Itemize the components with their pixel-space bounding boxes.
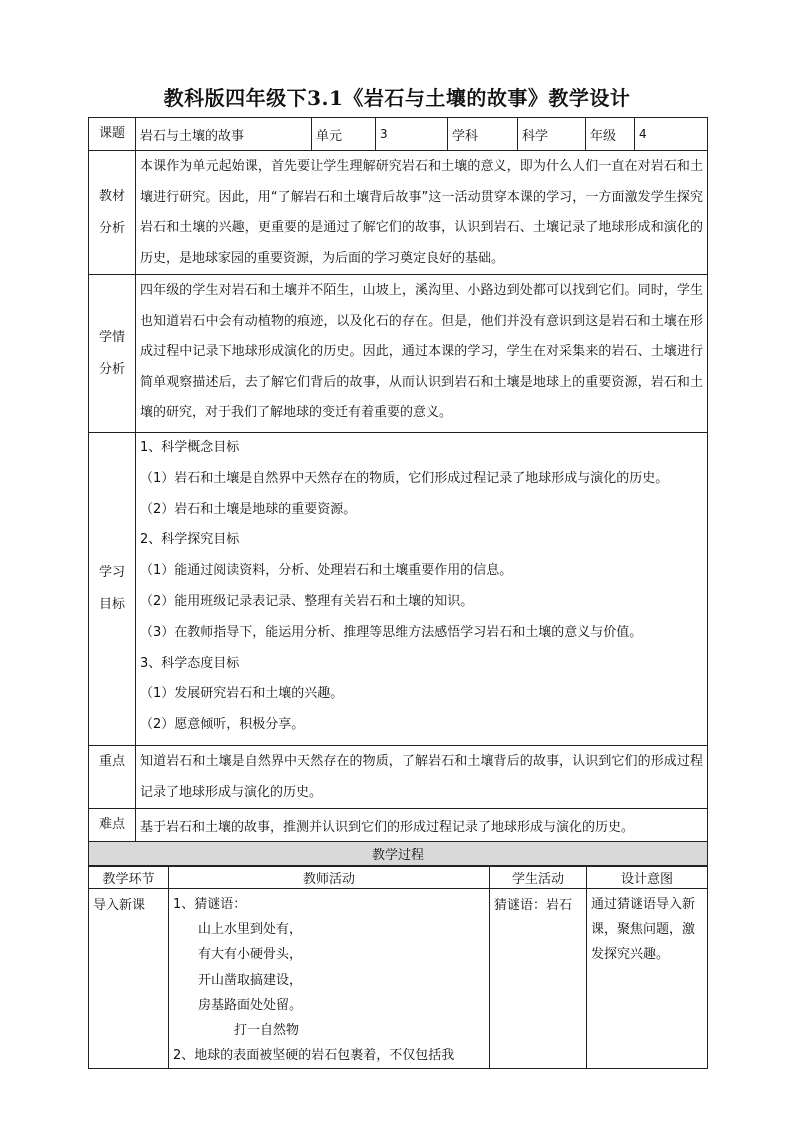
student-analysis-label: 学情 分析: [89, 275, 136, 433]
unit-value: 3: [376, 118, 448, 151]
header-row: [89, 118, 708, 151]
student-activity: 猜谜语：岩石: [490, 889, 587, 1069]
column-header-student: 学生活动: [490, 867, 587, 889]
process-heading: 教学过程: [89, 842, 708, 866]
objective-line: （2）能用班级记录表记录、整理有关岩石和土壤的知识。: [140, 593, 474, 609]
process-row-intro: [89, 889, 708, 1069]
column-header-teacher: 教师活动: [169, 867, 490, 889]
lesson-plan-table: [88, 117, 708, 866]
process-heading-row: [89, 842, 708, 866]
objective-line: （3）在教师指导下，能运用分析、推理等思维方法感悟学习岩石和土壤的意义与价值。: [140, 624, 643, 640]
riddle-line: 有大有小硬骨头，: [198, 947, 303, 963]
objectives-row: [89, 433, 708, 746]
riddle-line: 开山凿取搞建设，: [198, 972, 303, 988]
grade-value: 4: [635, 118, 708, 151]
difficulty-row: [89, 809, 708, 842]
textbook-analysis-label: 教材 分析: [89, 151, 136, 275]
teacher-line: 2、地球的表面被坚硬的岩石包裹着，不仅包括我: [173, 1048, 455, 1064]
key-point-label: 重点: [89, 746, 136, 809]
subject-value: 科学: [518, 118, 586, 151]
objective-line: （1）岩石和土壤是自然界中天然存在的物质，它们形成过程记录了地球形成与演化的历史。: [140, 470, 669, 486]
document-title: 教科版四年级下3.1《岩石与土壤的故事》教学设计: [163, 86, 631, 110]
objective-line: （2）岩石和土壤是地球的重要资源。: [140, 501, 357, 517]
difficulty-label: 难点: [89, 809, 136, 842]
key-point-text: 知道岩石和土壤是自然界中天然存在的物质，了解岩石和土壤背后的故事，认识到它们的形成过程记录了地球形成与演化的历史。: [136, 746, 708, 809]
objective-line: 1、科学概念目标: [140, 440, 240, 455]
stage-name: 导入新课: [89, 889, 169, 1069]
textbook-analysis-text: 本课作为单元起始课，首先要让学生理解研究岩石和土壤的意义，即为什么人们一直在对岩石和土壤进行研究。因此，用“了解岩石和土壤背后故事”这一活动贯穿本课的学习，一方面激发学生探究岩石和土壤的兴趣，更重要的是通过了解它们的故事，认识到岩石、土壤记录了地球形成和演化的历史，是地球家园的重要资源，为后面的学习奠定良好的基础。: [136, 151, 708, 275]
unit-label: 单元: [312, 118, 376, 151]
objective-line: （2）愿意倾听，积极分享。: [140, 717, 305, 733]
column-header-stage: 教学环节: [89, 867, 169, 889]
objectives-label: 学习 目标: [89, 433, 136, 746]
topic-label: 课题: [89, 118, 136, 151]
objective-line: （1）能通过阅读资料，分析、处理岩石和土壤重要作用的信息。: [140, 563, 513, 579]
process-table: [88, 866, 708, 1069]
key-point-row: [89, 746, 708, 809]
teacher-activity: [169, 889, 490, 1069]
objective-line: 2、科学探究目标: [140, 532, 240, 548]
riddle-line: 房基路面处处留。: [198, 997, 303, 1013]
topic-value: 岩石与土壤的故事: [136, 118, 312, 151]
subject-label: 学科: [448, 118, 518, 151]
objectives-list: [136, 433, 708, 746]
teacher-line: 1、猜谜语：: [173, 897, 247, 912]
design-intent: 通过猜谜语导入新课，聚焦问题，激发探究兴趣。: [587, 889, 708, 1069]
objective-line: （1）发展研究岩石和土壤的兴趣。: [140, 686, 344, 702]
grade-label: 年级: [586, 118, 635, 151]
objective-line: 3、科学态度目标: [140, 655, 240, 671]
student-analysis-row: [89, 275, 708, 433]
process-column-headers: [89, 867, 708, 889]
column-header-intent: 设计意图: [587, 867, 708, 889]
riddle-hint: 打一自然物: [234, 1023, 300, 1039]
riddle-line: 山上水里到处有，: [198, 922, 303, 938]
difficulty-text: 基于岩石和土壤的故事，推测并认识到它们的形成过程记录了地球形成与演化的历史。: [136, 809, 708, 842]
textbook-analysis-row: [89, 151, 708, 275]
student-analysis-text: 四年级的学生对岩石和土壤并不陌生，山坡上，溪沟里、小路边到处都可以找到它们。同时，学生也知道岩石中会有动植物的痕迹，以及化石的存在。但是，他们并没有意识到这是岩石和土壤在形成过程中记录下地球形成演化的历史。因此，通过本课的学习，学生在对采集来的岩石、土壤进行简单观察描述后，去了解它们背后的故事，从而认识到岩石和土壤是地球上的重要资源，岩石和土壤的研究，对于我们了解地球的变迁有着重要的意义。: [136, 275, 708, 433]
